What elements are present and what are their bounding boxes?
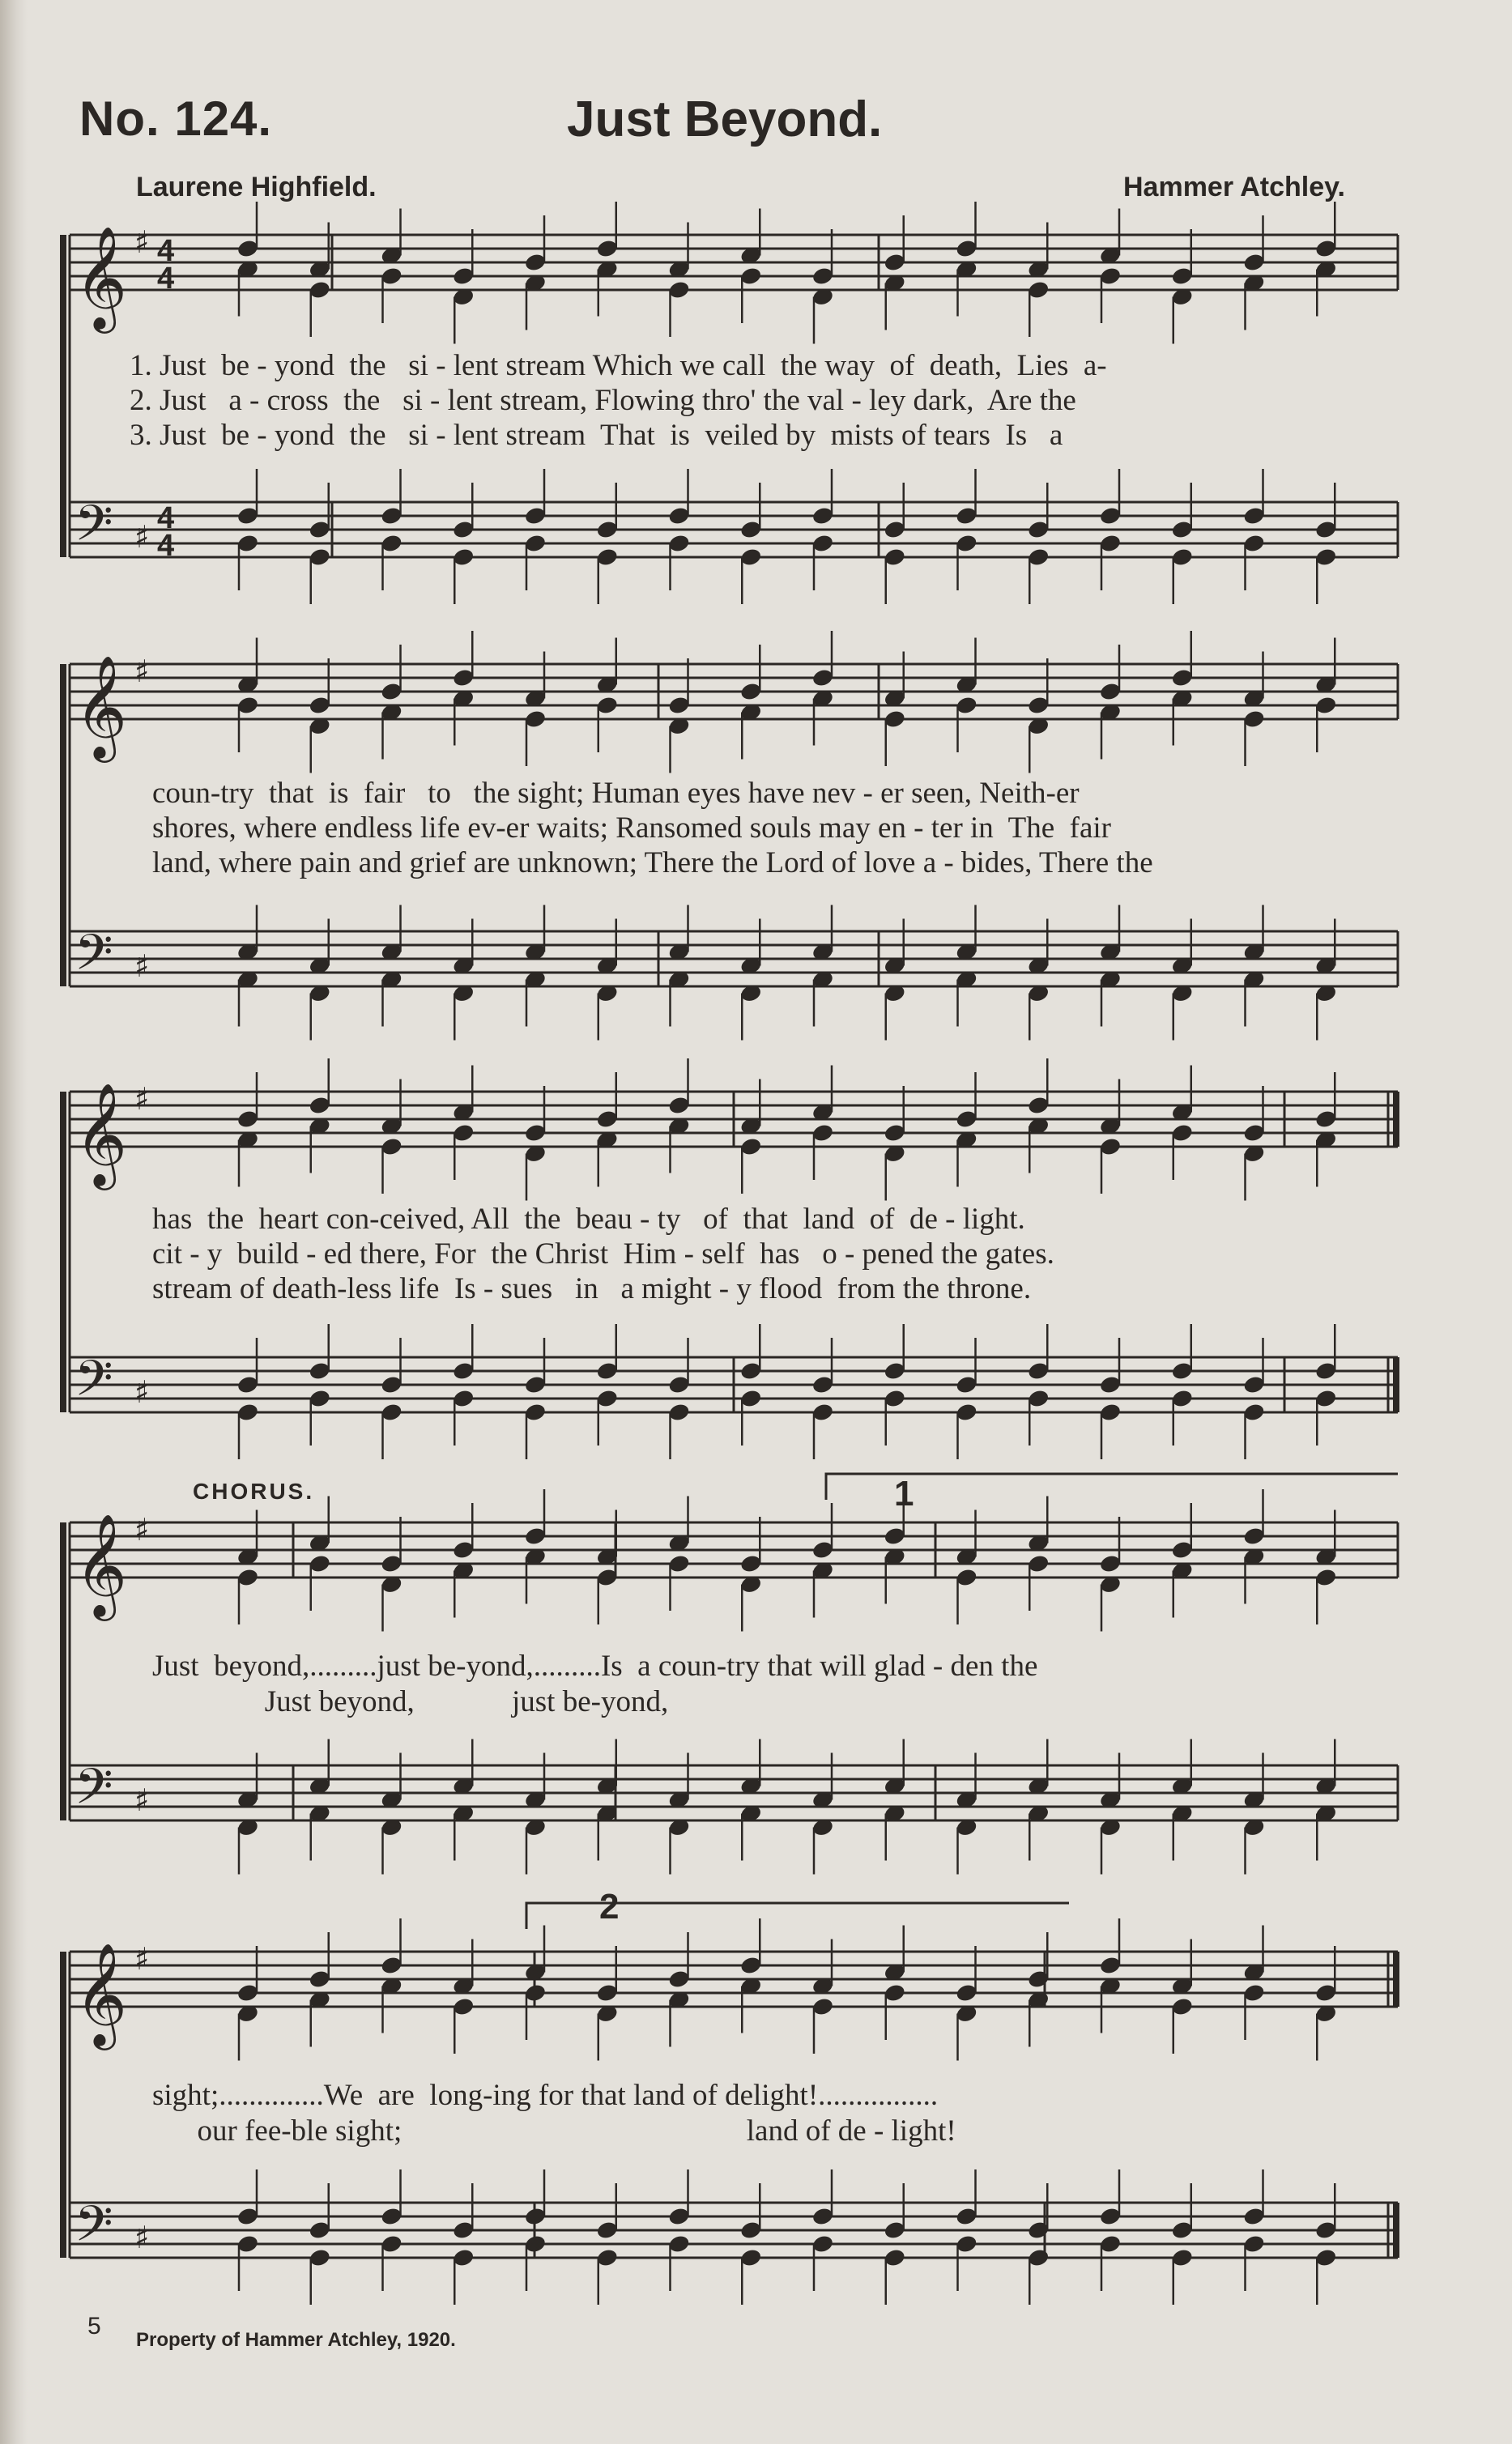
lyric-line-verse2-sys2: shores, where endless life ev-er waits; Ransomed souls may en - ter in The fair — [152, 811, 1111, 845]
copyright-notice: Property of Hammer Atchley, 1920. — [136, 2329, 456, 2351]
lyricist-credit: Laurene Highfield. — [136, 172, 377, 202]
lyric-line-verse3-sys2: land, where pain and grief are unknown; There the Lord of love a - bides, There the — [152, 846, 1153, 879]
hymn-title: Just Beyond. — [567, 92, 883, 147]
key-signature-sharp-icon: ♯ — [134, 519, 150, 555]
key-signature-sharp-icon: ♯ — [134, 654, 150, 689]
lyric-line-verse1-sys2: coun-try that is fair to the sight; Human eyes have nev - er seen, Neith-er — [152, 777, 1080, 810]
first-ending-number: 1 — [894, 1474, 914, 1514]
key-signature-sharp-icon: ♯ — [134, 948, 150, 984]
key-signature-sharp-icon: ♯ — [134, 1782, 150, 1818]
bass-clef-icon: 𝄢 — [75, 2195, 113, 2265]
page-number: 5 — [87, 2313, 101, 2340]
key-signature-sharp-icon: ♯ — [134, 224, 150, 260]
lyric-line-verse2-sys3: cit - y build - ed there, For the Christ Him - self has o - pened the gates. — [152, 1237, 1054, 1271]
key-signature-sharp-icon: ♯ — [134, 1374, 150, 1410]
lyric-line-verse3-sys3: stream of death-less life Is - sues in a might - y flood from the throne. — [152, 1272, 1032, 1305]
time-signature-numeral: 4 — [157, 529, 175, 563]
lyric-line-chorus-alto-sys5: our fee-ble sight; land of de - light! — [152, 2114, 956, 2148]
time-signature-numeral: 4 — [157, 262, 175, 296]
final-barline-thick — [1393, 1952, 1399, 2007]
bass-clef-icon: 𝄢 — [75, 495, 113, 564]
treble-clef-icon: 𝄞 — [75, 1513, 128, 1616]
final-barline-thick — [1393, 1092, 1399, 1147]
key-signature-sharp-icon: ♯ — [134, 1941, 150, 1977]
bass-clef-icon: 𝄢 — [75, 924, 113, 994]
lyric-line-chorus-sys5: sight;..............We are long-ing for that land of delight!................ — [152, 2079, 939, 2112]
system-brace — [60, 664, 66, 986]
lyric-line-verse1-sys1: 1. Just be - yond the si - lent stream Which we call the way of death, Lies a- — [130, 349, 1107, 382]
treble-clef-icon: 𝄞 — [75, 654, 128, 758]
lyric-line-verse1-sys3: has the heart con-ceived, All the beau - ty of that land of de - light. — [152, 1203, 1025, 1236]
lyric-line-verse3-sys1: 3. Just be - yond the si - lent stream That is veiled by mists of tears Is a — [130, 419, 1063, 452]
final-barline-thick — [1393, 1357, 1399, 1412]
time-signature-numeral: 4 — [157, 501, 175, 535]
second-ending-number: 2 — [599, 1887, 620, 1927]
treble-clef-icon: 𝄞 — [75, 1942, 128, 2046]
time-signature-numeral: 4 — [157, 234, 175, 268]
bass-clef-icon: 𝄢 — [75, 1758, 113, 1828]
chorus-label: CHORUS. — [193, 1479, 315, 1504]
key-signature-sharp-icon: ♯ — [134, 1081, 150, 1117]
treble-clef-icon: 𝄞 — [75, 1082, 128, 1186]
lyric-line-verse2-sys1: 2. Just a - cross the si - lent stream, Flowing thro' the val - ley dark, Are the — [130, 384, 1076, 417]
key-signature-sharp-icon: ♯ — [134, 2220, 150, 2255]
bass-clef-icon: 𝄢 — [75, 1350, 113, 1420]
system-brace — [60, 235, 66, 557]
system-brace — [60, 1952, 66, 2258]
lyric-line-chorus-alto-sys4: Just beyond, just be-yond, — [152, 1685, 669, 1718]
system-brace — [60, 1522, 66, 1820]
treble-clef-icon: 𝄞 — [75, 225, 128, 329]
system-brace — [60, 1092, 66, 1412]
key-signature-sharp-icon: ♯ — [134, 1512, 150, 1548]
hymn-number: No. 124. — [79, 92, 273, 146]
final-barline-thick — [1393, 2203, 1399, 2258]
composer-credit: Hammer Atchley. — [1123, 172, 1345, 202]
lyric-line-chorus-sys4: Just beyond,.........just be-yond,.........Is a coun-try that will glad - den the — [152, 1650, 1038, 1683]
